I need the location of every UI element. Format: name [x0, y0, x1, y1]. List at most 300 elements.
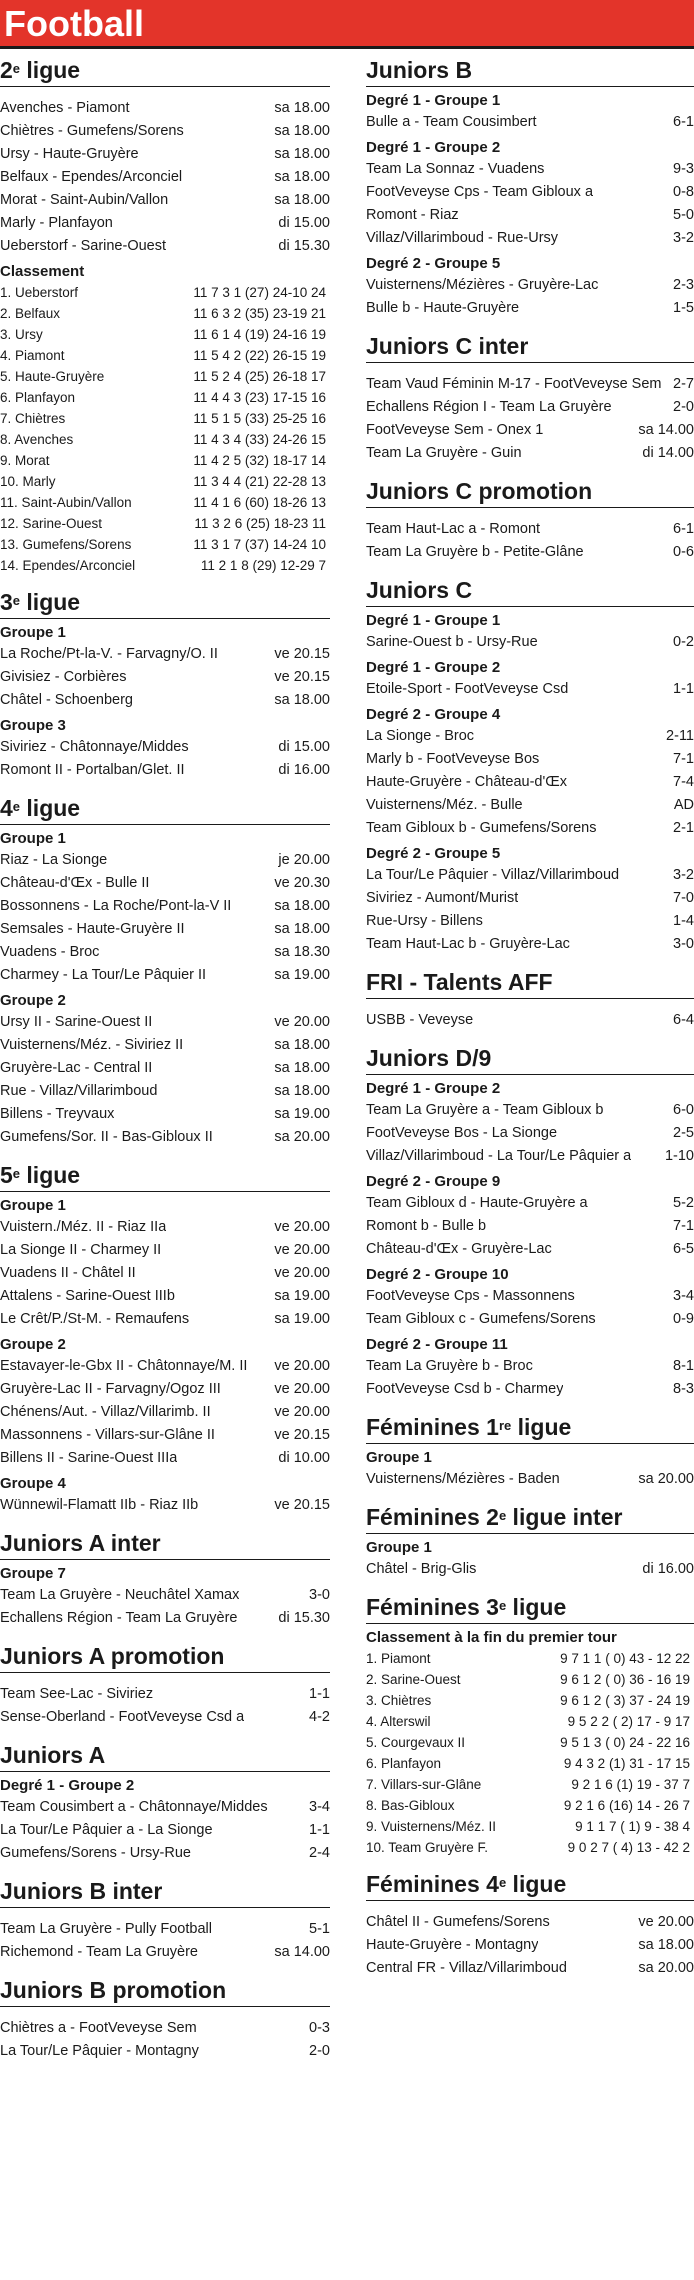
- match-teams: Team Gibloux c - Gumefens/Sorens: [366, 1311, 596, 1327]
- match-teams: Chiètres - Gumefens/Sorens: [0, 123, 184, 139]
- standings-stats: 11 5 4 2 (22) 26-15 19: [193, 348, 326, 363]
- match-result: 3-4: [309, 1799, 330, 1815]
- standings-row: [366, 1690, 694, 1711]
- match-result: AD: [673, 797, 694, 813]
- match-result: ve 20.15: [274, 1427, 330, 1443]
- match-result: sa 18.00: [274, 169, 330, 185]
- match-row: [0, 166, 330, 189]
- league-section: [366, 964, 694, 1032]
- league-section: [0, 1638, 330, 1729]
- match-row: [366, 794, 694, 817]
- match-teams: Team La Gruyère - Pully Football: [0, 1921, 212, 1937]
- match-teams: Château-d'Œx - Bulle II: [0, 875, 150, 891]
- match-teams: Team Gibloux d - Haute-Gruyère a: [366, 1195, 588, 1211]
- match-row: [0, 2017, 330, 2040]
- match-teams: Estavayer-le-Gbx II - Châtonnaye/M. II: [0, 1358, 248, 1374]
- group-heading: Degré 2 - Groupe 5: [366, 845, 501, 862]
- match-teams: FootVeveyse Csd b - Charmey: [366, 1381, 564, 1397]
- match-row: [0, 1941, 330, 1964]
- match-teams: Gumefens/Sor. II - Bas-Gibloux II: [0, 1129, 213, 1145]
- match-row: [366, 297, 694, 320]
- match-teams: Marly - Planfayon: [0, 215, 113, 231]
- match-row: [366, 631, 694, 654]
- spacer: [366, 508, 694, 518]
- banner-divider: [0, 46, 694, 49]
- match-row: [0, 964, 330, 987]
- standings-team: 7. Chiètres: [0, 411, 66, 426]
- group-heading: Degré 2 - Groupe 11: [366, 1336, 508, 1353]
- match-teams: Romont b - Bulle b: [366, 1218, 487, 1234]
- match-row: [366, 181, 694, 204]
- match-teams: Sarine-Ouest b - Ursy-Rue: [366, 634, 538, 650]
- match-result: 1-4: [673, 913, 694, 929]
- standings-stats: 11 5 1 5 (33) 25-25 16: [193, 411, 326, 426]
- match-teams: Siviriez - Châtonnaye/Middes: [0, 739, 189, 755]
- match-row: [366, 396, 694, 419]
- standings-stats: 9 6 1 2 ( 3) 37 - 24 19: [560, 1693, 690, 1708]
- match-teams: USBB - Veveyse: [366, 1012, 474, 1028]
- league-section: [366, 1866, 694, 1980]
- standings-row: [366, 1774, 694, 1795]
- standings-row: [0, 345, 330, 366]
- match-row: [0, 1424, 330, 1447]
- standings-stats: 9 6 1 2 ( 0) 36 - 16 19: [560, 1672, 690, 1687]
- match-teams: Romont - Riaz: [366, 207, 459, 223]
- match-result: sa 19.00: [274, 967, 330, 983]
- league-section: [0, 790, 330, 1149]
- standings-row: [366, 1816, 694, 1837]
- match-result: 0-3: [309, 2020, 330, 2036]
- heading-superscript: e: [498, 1598, 507, 1613]
- match-result: 3-0: [673, 936, 694, 952]
- match-row: [0, 736, 330, 759]
- match-teams: La Tour/Le Pâquier - Villaz/Villarimboud: [366, 867, 620, 883]
- match-row: [366, 817, 694, 840]
- match-teams: FootVeveyse Cps - Massonnens: [366, 1288, 575, 1304]
- match-teams: FootVeveyse Bos - La Sionge: [366, 1125, 558, 1141]
- match-row: [0, 1918, 330, 1941]
- match-teams: La Tour/Le Pâquier - Montagny: [0, 2043, 199, 2059]
- match-result: 3-2: [673, 867, 694, 883]
- match-row: [0, 120, 330, 143]
- match-teams: Belfaux - Ependes/Arconciel: [0, 169, 183, 185]
- match-result: di 15.00: [278, 215, 330, 231]
- match-teams: Team Vaud Féminin M-17 - FootVeveyse Sem: [366, 376, 662, 392]
- match-row: [366, 1285, 694, 1308]
- match-teams: FootVeveyse Cps - Team Gibloux a: [366, 184, 594, 200]
- match-row: [366, 274, 694, 297]
- match-teams: Team La Gruyère a - Team Gibloux b: [366, 1102, 604, 1118]
- match-row: [366, 204, 694, 227]
- group-heading: Groupe 1: [0, 624, 66, 641]
- standings-team: 14. Ependes/Arconciel: [0, 558, 136, 573]
- spacer: [0, 2007, 330, 2017]
- standings-row: [0, 534, 330, 555]
- match-result: sa 18.00: [274, 898, 330, 914]
- match-row: [0, 1034, 330, 1057]
- match-result: 6-1: [673, 114, 694, 130]
- match-teams: Ursy - Haute-Gruyère: [0, 146, 139, 162]
- match-teams: Team Haut-Lac b - Gruyère-Lac: [366, 936, 570, 952]
- standings-team: 1. Ueberstorf: [0, 285, 79, 300]
- match-row: [366, 1308, 694, 1331]
- standings-row: [0, 366, 330, 387]
- standings-team: 13. Gumefens/Sorens: [0, 537, 132, 552]
- match-row: [366, 1378, 694, 1401]
- match-row: [0, 1103, 330, 1126]
- match-row: [366, 419, 694, 442]
- section-heading: Juniors B promotion: [0, 1972, 330, 2007]
- match-row: [366, 1558, 694, 1581]
- league-section: [0, 584, 330, 782]
- match-row: [366, 725, 694, 748]
- spacer: [366, 1901, 694, 1911]
- match-result: 6-1: [673, 521, 694, 537]
- section-heading: Juniors B inter: [0, 1873, 330, 1908]
- group-heading: Degré 1 - Groupe 2: [366, 659, 501, 676]
- standings-row: [0, 429, 330, 450]
- match-result: 5-1: [309, 1921, 330, 1937]
- heading-superscript: e: [498, 1508, 507, 1523]
- match-row: [366, 1238, 694, 1261]
- match-result: sa 18.00: [274, 692, 330, 708]
- standings-stats: 9 2 1 6 (1) 19 - 37 7: [571, 1777, 690, 1792]
- match-teams: Team La Gruyère - Guin: [366, 445, 522, 461]
- match-row: [366, 158, 694, 181]
- match-result: 1-1: [673, 681, 694, 697]
- match-result: di 16.00: [642, 1561, 694, 1577]
- match-result: 1-1: [309, 1686, 330, 1702]
- group-heading: Degré 1 - Groupe 1: [366, 92, 501, 109]
- standings-row: [366, 1732, 694, 1753]
- section-heading: Juniors C: [366, 572, 694, 607]
- match-teams: Charmey - La Tour/Le Pâquier II: [0, 967, 207, 983]
- standings-row: [366, 1795, 694, 1816]
- standings-row: [366, 1669, 694, 1690]
- match-result: sa 18.00: [638, 1937, 694, 1953]
- standings-heading: Classement à la fin du premier tour: [366, 1629, 617, 1646]
- section-heading: 4e ligue: [0, 790, 330, 825]
- match-result: sa 18.00: [274, 1037, 330, 1053]
- standings-team: 8. Bas-Gibloux: [366, 1798, 455, 1813]
- match-row: [0, 1355, 330, 1378]
- match-result: 7-0: [673, 890, 694, 906]
- match-teams: Le Crêt/P./St-M. - Remaufens: [0, 1311, 190, 1327]
- league-section: [0, 1972, 330, 2063]
- standings-stats: 9 1 1 7 ( 1) 9 - 38 4: [575, 1819, 690, 1834]
- match-result: 1-10: [664, 1148, 694, 1164]
- section-heading: Féminines 1re ligue: [366, 1409, 694, 1444]
- match-teams: Team Haut-Lac a - Romont: [366, 521, 541, 537]
- match-result: ve 20.15: [274, 669, 330, 685]
- match-teams: Châtel II - Gumefens/Sorens: [366, 1914, 550, 1930]
- match-row: [0, 1378, 330, 1401]
- match-row: [366, 910, 694, 933]
- match-teams: Château-d'Œx - Gruyère-Lac: [366, 1241, 552, 1257]
- match-result: di 15.30: [278, 238, 330, 254]
- heading-superscript: e: [12, 61, 21, 76]
- match-row: [366, 1934, 694, 1957]
- standings-team: 5. Haute-Gruyère: [0, 369, 105, 384]
- match-result: 2-0: [673, 399, 694, 415]
- match-teams: Givisiez - Corbières: [0, 669, 127, 685]
- standings-team: 9. Vuisternens/Méz. II: [366, 1819, 497, 1834]
- match-teams: La Tour/Le Pâquier a - La Sionge: [0, 1822, 213, 1838]
- right-column: [366, 52, 694, 1988]
- match-row: [0, 1706, 330, 1729]
- match-row: [0, 1057, 330, 1080]
- match-result: 5-2: [673, 1195, 694, 1211]
- match-result: 6-5: [673, 1241, 694, 1257]
- match-result: ve 20.00: [274, 1358, 330, 1374]
- league-section: [0, 52, 330, 576]
- group-heading: Groupe 3: [0, 717, 66, 734]
- standings-stats: 11 7 3 1 (27) 24-10 24: [193, 285, 326, 300]
- match-teams: Vuadens - Broc: [0, 944, 100, 960]
- match-row: [366, 1009, 694, 1032]
- match-result: 9-3: [673, 161, 694, 177]
- match-result: 2-7: [673, 376, 694, 392]
- group-heading: Groupe 1: [0, 830, 66, 847]
- standings-team: 1. Piamont: [366, 1651, 431, 1666]
- left-column: [0, 52, 330, 2071]
- match-row: [0, 643, 330, 666]
- match-teams: Bulle b - Haute-Gruyère: [366, 300, 520, 316]
- match-row: [366, 933, 694, 956]
- match-result: di 15.30: [278, 1610, 330, 1626]
- match-result: 2-0: [309, 2043, 330, 2059]
- league-section: [0, 1525, 330, 1630]
- match-teams: La Sionge II - Charmey II: [0, 1242, 162, 1258]
- match-row: [0, 143, 330, 166]
- league-section: [366, 328, 694, 465]
- spacer: [0, 87, 330, 97]
- standings-team: 11. Saint-Aubin/Vallon: [0, 495, 132, 510]
- group-heading: Degré 1 - Groupe 2: [366, 139, 501, 156]
- section-heading: Juniors C promotion: [366, 473, 694, 508]
- league-section: [0, 1737, 330, 1865]
- match-result: sa 20.00: [638, 1960, 694, 1976]
- standings-row: [0, 513, 330, 534]
- standings-row: [0, 282, 330, 303]
- standings-stats: 11 4 1 6 (60) 18-26 13: [193, 495, 326, 510]
- match-teams: Villaz/Villarimboud - Rue-Ursy: [366, 230, 559, 246]
- match-row: [0, 97, 330, 120]
- match-result: 2-5: [673, 1125, 694, 1141]
- match-teams: Haute-Gruyère - Château-d'Œx: [366, 774, 568, 790]
- match-row: [0, 1494, 330, 1517]
- standings-row: [366, 1711, 694, 1732]
- match-row: [0, 689, 330, 712]
- standings-row: [0, 387, 330, 408]
- match-teams: Rue-Ursy - Billens: [366, 913, 483, 929]
- match-result: sa 19.00: [274, 1311, 330, 1327]
- section-heading: 5e ligue: [0, 1157, 330, 1192]
- standings-row: [0, 555, 330, 576]
- standings-row: [0, 450, 330, 471]
- match-result: ve 20.15: [274, 1497, 330, 1513]
- match-teams: Vuisternens/Méz. - Siviriez II: [0, 1037, 184, 1053]
- match-row: [0, 849, 330, 872]
- match-result: sa 19.00: [274, 1106, 330, 1122]
- match-result: 5-0: [673, 207, 694, 223]
- match-result: sa 18.30: [274, 944, 330, 960]
- match-result: di 15.00: [278, 739, 330, 755]
- group-heading: Groupe 2: [0, 992, 66, 1009]
- standings-heading: Classement: [0, 263, 85, 280]
- standings-team: 4. Piamont: [0, 348, 65, 363]
- standings-row: [0, 492, 330, 513]
- standings-stats: 11 4 2 5 (32) 18-17 14: [193, 453, 326, 468]
- league-section: [366, 1499, 694, 1581]
- match-row: [366, 887, 694, 910]
- match-result: 3-0: [309, 1587, 330, 1603]
- match-result: 2-1: [673, 820, 694, 836]
- match-row: [366, 111, 694, 134]
- group-heading: Degré 1 - Groupe 1: [366, 612, 501, 629]
- group-heading: Groupe 7: [0, 1565, 66, 1582]
- match-result: ve 20.15: [274, 646, 330, 662]
- match-row: [0, 1239, 330, 1262]
- standings-stats: 11 4 3 4 (33) 24-26 15: [193, 432, 326, 447]
- group-heading: Degré 2 - Groupe 5: [366, 255, 501, 272]
- group-heading: Groupe 2: [0, 1336, 66, 1353]
- group-heading: Groupe 1: [0, 1197, 66, 1214]
- standings-team: 2. Belfaux: [0, 306, 61, 321]
- match-row: [366, 373, 694, 396]
- league-section: [366, 1589, 694, 1858]
- match-row: [366, 771, 694, 794]
- match-result: 1-5: [673, 300, 694, 316]
- spacer: [0, 1908, 330, 1918]
- match-result: sa 19.00: [274, 1288, 330, 1304]
- match-row: [366, 541, 694, 564]
- match-teams: Ursy II - Sarine-Ouest II: [0, 1014, 153, 1030]
- match-result: di 14.00: [642, 445, 694, 461]
- section-heading: Juniors A promotion: [0, 1638, 330, 1673]
- match-result: 2-3: [673, 277, 694, 293]
- match-row: [0, 941, 330, 964]
- standings-stats: 11 4 4 3 (23) 17-15 16: [193, 390, 326, 405]
- match-result: sa 18.00: [274, 1083, 330, 1099]
- match-teams: Riaz - La Sionge: [0, 852, 108, 868]
- group-heading: Degré 2 - Groupe 10: [366, 1266, 509, 1283]
- match-teams: Vuisternens/Mézières - Baden: [366, 1471, 560, 1487]
- match-teams: Team La Sonnaz - Vuadens: [366, 161, 545, 177]
- league-section: [366, 572, 694, 956]
- standings-table: [366, 1648, 694, 1858]
- group-heading: Degré 2 - Groupe 9: [366, 1173, 501, 1190]
- match-row: [0, 1683, 330, 1706]
- match-row: [366, 1468, 694, 1491]
- standings-team: 10. Team Gruyère F.: [366, 1840, 489, 1855]
- match-teams: Vuisternens/Méz. - Bulle: [366, 797, 523, 813]
- match-result: di 16.00: [278, 762, 330, 778]
- standings-stats: 11 2 1 8 (29) 12-29 7: [200, 558, 326, 573]
- match-teams: Team La Gruyère - Neuchâtel Xamax: [0, 1587, 240, 1603]
- match-teams: Attalens - Sarine-Ouest IIIb: [0, 1288, 175, 1304]
- group-heading: Degré 2 - Groupe 4: [366, 706, 501, 723]
- match-teams: La Roche/Pt-la-V. - Farvagny/O. II: [0, 646, 218, 662]
- match-result: 1-1: [309, 1822, 330, 1838]
- match-result: 0-9: [673, 1311, 694, 1327]
- match-teams: Romont II - Portalban/Glet. II: [0, 762, 185, 778]
- standings-row: [0, 324, 330, 345]
- match-teams: Team Gibloux b - Gumefens/Sorens: [366, 820, 597, 836]
- standings-team: 7. Villars-sur-Glâne: [366, 1777, 482, 1792]
- match-row: [366, 227, 694, 250]
- match-result: sa 18.00: [274, 921, 330, 937]
- match-teams: Team La Gruyère b - Petite-Glâne: [366, 544, 584, 560]
- group-heading: Groupe 1: [366, 1539, 432, 1556]
- match-result: sa 18.00: [274, 192, 330, 208]
- match-teams: Team See-Lac - Siviriez: [0, 1686, 154, 1702]
- match-result: sa 18.00: [274, 123, 330, 139]
- group-heading: Groupe 4: [0, 1475, 66, 1492]
- match-row: [366, 1215, 694, 1238]
- match-teams: Rue - Villaz/Villarimboud: [0, 1083, 158, 1099]
- match-row: [366, 1957, 694, 1980]
- standings-stats: 11 3 1 7 (37) 14-24 10: [193, 537, 326, 552]
- section-heading: FRI - Talents AFF: [366, 964, 694, 999]
- standings-stats: 11 6 3 2 (35) 23-19 21: [193, 306, 326, 321]
- match-teams: Chénens/Aut. - Villaz/Villarimb. II: [0, 1404, 211, 1420]
- standings-row: [366, 1837, 694, 1858]
- match-row: [0, 235, 330, 258]
- group-heading: Groupe 1: [366, 1449, 432, 1466]
- match-row: [0, 1447, 330, 1470]
- match-teams: Gumefens/Sorens - Ursy-Rue: [0, 1845, 191, 1861]
- page-title: Football: [4, 3, 144, 44]
- match-teams: Sense-Oberland - FootVeveyse Csd a: [0, 1709, 245, 1725]
- match-row: [366, 748, 694, 771]
- match-result: 7-1: [673, 751, 694, 767]
- standings-team: 12. Sarine-Ouest: [0, 516, 103, 531]
- match-result: je 20.00: [278, 852, 330, 868]
- standings-stats: 9 4 3 2 (1) 31 - 17 15: [563, 1756, 690, 1771]
- match-result: ve 20.30: [274, 875, 330, 891]
- standings-stats: 11 3 4 4 (21) 22-28 13: [193, 474, 326, 489]
- match-teams: Vuisternens/Mézières - Gruyère-Lac: [366, 277, 599, 293]
- match-row: [0, 1607, 330, 1630]
- match-teams: La Sionge - Broc: [366, 728, 475, 744]
- match-teams: Châtel - Schoenberg: [0, 692, 133, 708]
- section-heading: Féminines 2e ligue inter: [366, 1499, 694, 1534]
- section-heading: 3e ligue: [0, 584, 330, 619]
- standings-row: [0, 471, 330, 492]
- match-teams: Team La Gruyère b - Broc: [366, 1358, 533, 1374]
- match-result: sa 14.00: [274, 1944, 330, 1960]
- heading-superscript: e: [498, 1875, 507, 1890]
- match-result: 3-2: [673, 230, 694, 246]
- standings-table: [0, 282, 330, 576]
- match-row: [0, 1080, 330, 1103]
- match-row: [0, 1126, 330, 1149]
- match-result: ve 20.00: [274, 1014, 330, 1030]
- match-result: ve 20.00: [274, 1242, 330, 1258]
- match-teams: Team Cousimbert a - Châtonnaye/Middes: [0, 1799, 268, 1815]
- match-teams: Echallens Région - Team La Gruyère: [0, 1610, 238, 1626]
- match-teams: Vuistern./Méz. II - Riaz IIa: [0, 1219, 167, 1235]
- standings-row: [366, 1648, 694, 1669]
- standings-team: 2. Sarine-Ouest: [366, 1672, 461, 1687]
- match-teams: Vuadens II - Châtel II: [0, 1265, 136, 1281]
- match-teams: Gruyère-Lac - Central II: [0, 1060, 153, 1076]
- match-teams: Siviriez - Aumont/Murist: [366, 890, 519, 906]
- match-row: [366, 864, 694, 887]
- match-row: [366, 678, 694, 701]
- match-result: di 10.00: [278, 1450, 330, 1466]
